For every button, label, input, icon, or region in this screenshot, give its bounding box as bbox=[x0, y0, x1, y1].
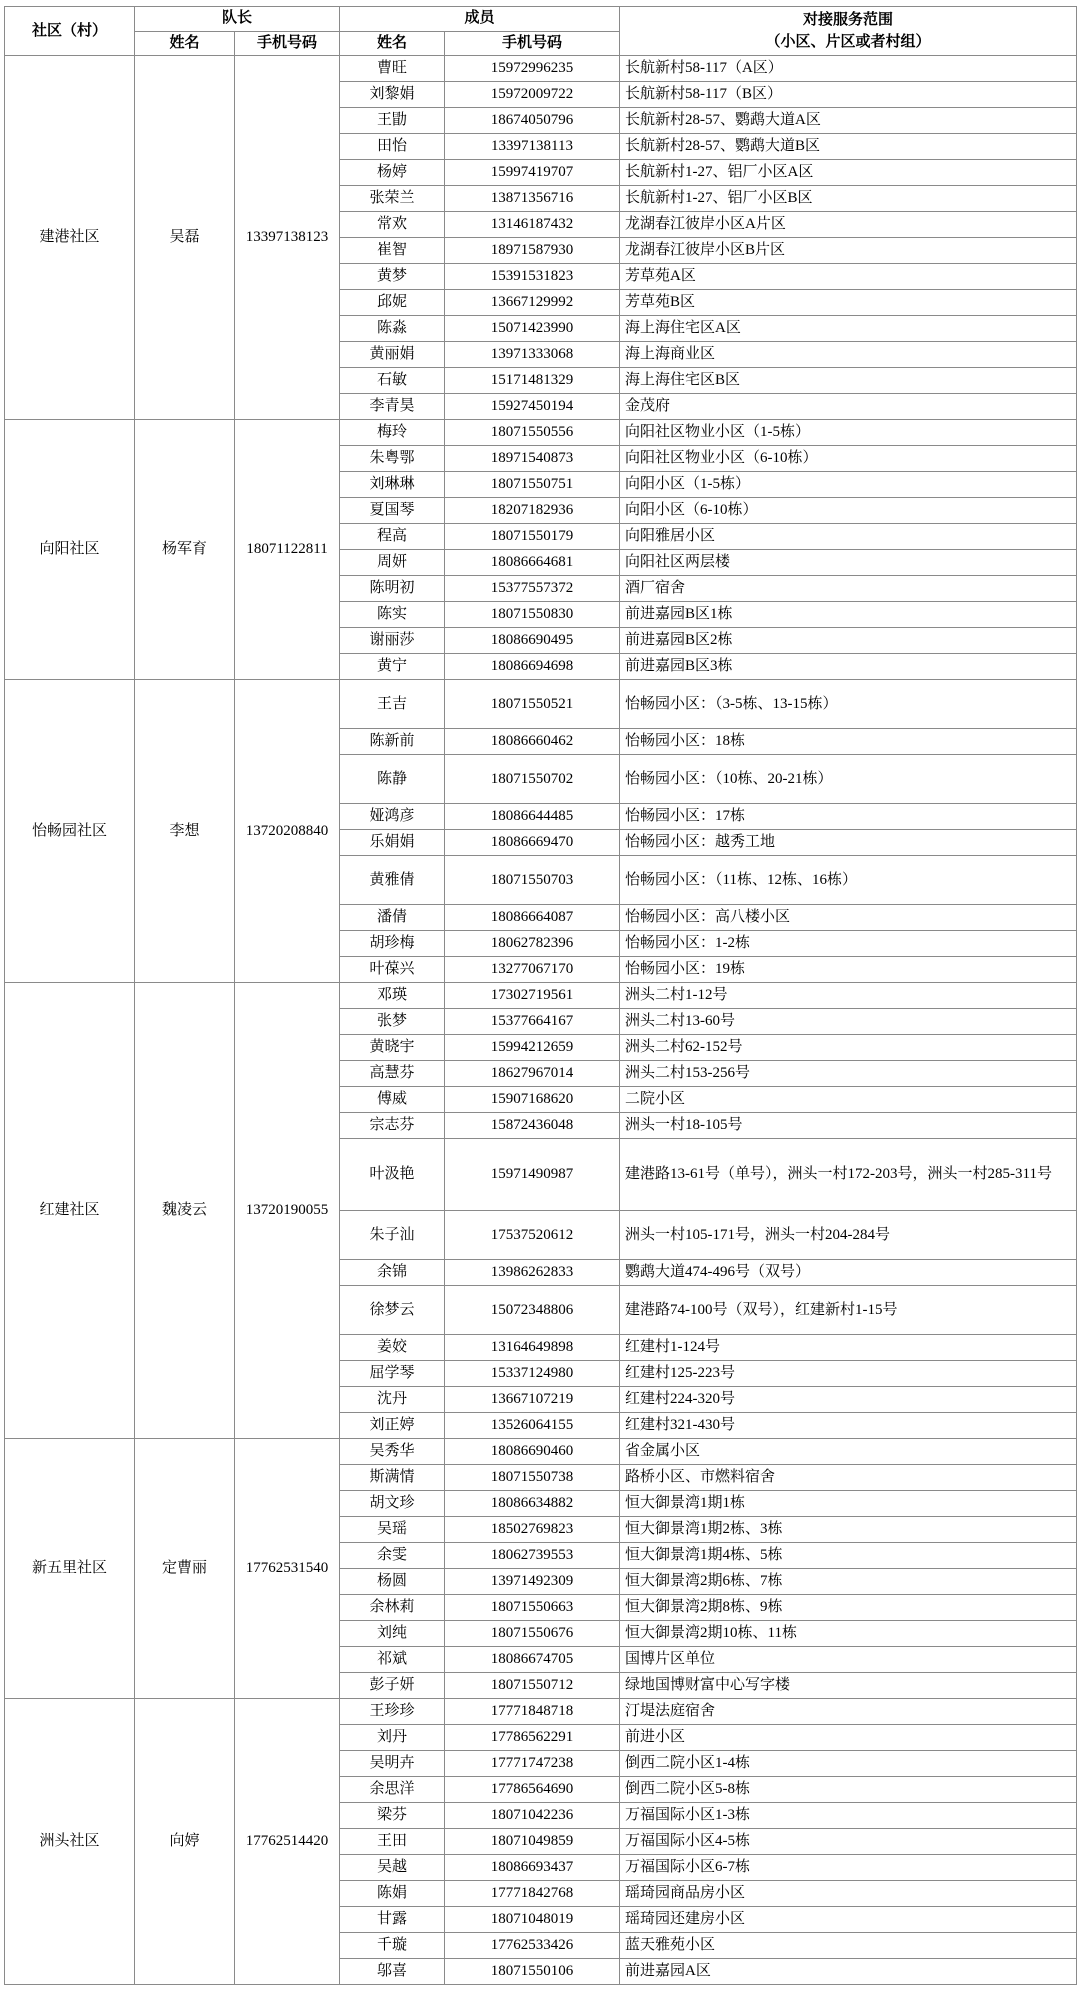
community-cell: 怡畅园社区 bbox=[5, 680, 135, 983]
member-name-cell: 梅玲 bbox=[340, 420, 445, 446]
community-cell: 洲头社区 bbox=[5, 1699, 135, 1985]
service-scope-cell: 恒大御景湾1期2栋、3栋 bbox=[620, 1517, 1077, 1543]
table-row bbox=[5, 56, 1077, 82]
header-leader-phone: 手机号码 bbox=[235, 31, 340, 56]
member-name-cell: 吴秀华 bbox=[340, 1439, 445, 1465]
member-name-cell: 屈学琴 bbox=[340, 1361, 445, 1387]
member-phone-cell: 18071550830 bbox=[445, 602, 620, 628]
member-name-cell: 邬喜 bbox=[340, 1959, 445, 1985]
member-phone-cell: 17762533426 bbox=[445, 1933, 620, 1959]
community-cell: 红建社区 bbox=[5, 983, 135, 1439]
header-member-phone: 手机号码 bbox=[445, 31, 620, 56]
member-phone-cell: 18086690495 bbox=[445, 628, 620, 654]
table-row bbox=[5, 420, 1077, 446]
service-scope-cell: 怡畅园小区：19栋 bbox=[620, 957, 1077, 983]
member-name-cell: 周妍 bbox=[340, 550, 445, 576]
member-phone-cell: 13667107219 bbox=[445, 1387, 620, 1413]
service-scope-cell: 向阳社区物业小区（1-5栋） bbox=[620, 420, 1077, 446]
service-scope-cell: 万福国际小区1-3栋 bbox=[620, 1803, 1077, 1829]
member-name-cell: 石敏 bbox=[340, 368, 445, 394]
service-scope-cell: 怡畅园小区：18栋 bbox=[620, 729, 1077, 755]
service-scope-cell: 倒西二院小区5-8栋 bbox=[620, 1777, 1077, 1803]
member-name-cell: 黄梦 bbox=[340, 264, 445, 290]
member-phone-cell: 13971333068 bbox=[445, 342, 620, 368]
header-leader-group: 队长 bbox=[135, 7, 340, 32]
member-name-cell: 千璇 bbox=[340, 1933, 445, 1959]
table-body bbox=[5, 56, 1077, 1985]
member-phone-cell: 18502769823 bbox=[445, 1517, 620, 1543]
member-name-cell: 陈实 bbox=[340, 602, 445, 628]
member-phone-cell: 18086634882 bbox=[445, 1491, 620, 1517]
member-name-cell: 杨婷 bbox=[340, 160, 445, 186]
member-name-cell: 刘正婷 bbox=[340, 1413, 445, 1439]
community-cell: 建港社区 bbox=[5, 56, 135, 420]
service-scope-cell: 红建村1-124号 bbox=[620, 1335, 1077, 1361]
member-phone-cell: 15072348806 bbox=[445, 1286, 620, 1335]
service-scope-cell: 酒厂宿舍 bbox=[620, 576, 1077, 602]
member-phone-cell: 18207182936 bbox=[445, 498, 620, 524]
member-name-cell: 王珍珍 bbox=[340, 1699, 445, 1725]
member-phone-cell: 13164649898 bbox=[445, 1335, 620, 1361]
member-name-cell: 王田 bbox=[340, 1829, 445, 1855]
member-name-cell: 黄丽娟 bbox=[340, 342, 445, 368]
service-scope-cell: 前进嘉园A区 bbox=[620, 1959, 1077, 1985]
service-scope-cell: 瑶琦园还建房小区 bbox=[620, 1907, 1077, 1933]
service-scope-cell: 恒大御景湾2期6栋、7栋 bbox=[620, 1569, 1077, 1595]
service-scope-cell: 建港路74-100号（双号），红建新村1-15号 bbox=[620, 1286, 1077, 1335]
service-scope-cell: 洲头一村18-105号 bbox=[620, 1113, 1077, 1139]
leader-phone-cell: 18071122811 bbox=[235, 420, 340, 680]
member-phone-cell: 18086660462 bbox=[445, 729, 620, 755]
service-scope-cell: 恒大御景湾1期1栋 bbox=[620, 1491, 1077, 1517]
member-phone-cell: 17786562291 bbox=[445, 1725, 620, 1751]
member-name-cell: 梁芬 bbox=[340, 1803, 445, 1829]
header-community: 社区（村） bbox=[5, 7, 135, 56]
member-phone-cell: 18071550676 bbox=[445, 1621, 620, 1647]
member-name-cell: 黄雅倩 bbox=[340, 856, 445, 905]
member-phone-cell: 18071049859 bbox=[445, 1829, 620, 1855]
member-name-cell: 程高 bbox=[340, 524, 445, 550]
header-member-group: 成员 bbox=[340, 7, 620, 32]
leader-name-cell: 向婷 bbox=[135, 1699, 235, 1985]
service-scope-cell: 倒西二院小区1-4栋 bbox=[620, 1751, 1077, 1777]
member-phone-cell: 18086674705 bbox=[445, 1647, 620, 1673]
member-name-cell: 吴越 bbox=[340, 1855, 445, 1881]
member-name-cell: 刘纯 bbox=[340, 1621, 445, 1647]
member-name-cell: 田怡 bbox=[340, 134, 445, 160]
leader-phone-cell: 17762514420 bbox=[235, 1699, 340, 1985]
member-name-cell: 徐梦云 bbox=[340, 1286, 445, 1335]
member-name-cell: 甘露 bbox=[340, 1907, 445, 1933]
leader-phone-cell: 13720190055 bbox=[235, 983, 340, 1439]
member-name-cell: 刘琳琳 bbox=[340, 472, 445, 498]
service-scope-cell: 前进小区 bbox=[620, 1725, 1077, 1751]
member-phone-cell: 18086664681 bbox=[445, 550, 620, 576]
service-scope-cell: 红建村321-430号 bbox=[620, 1413, 1077, 1439]
service-scope-cell: 海上海住宅区B区 bbox=[620, 368, 1077, 394]
leader-name-cell: 李想 bbox=[135, 680, 235, 983]
service-scope-cell: 长航新村58-117（B区） bbox=[620, 82, 1077, 108]
service-scope-cell: 红建村224-320号 bbox=[620, 1387, 1077, 1413]
member-phone-cell: 18971540873 bbox=[445, 446, 620, 472]
service-scope-cell: 长航新村1-27、铝厂小区B区 bbox=[620, 186, 1077, 212]
service-scope-cell: 万福国际小区4-5栋 bbox=[620, 1829, 1077, 1855]
member-name-cell: 叶葆兴 bbox=[340, 957, 445, 983]
member-phone-cell: 15972996235 bbox=[445, 56, 620, 82]
member-phone-cell: 13277067170 bbox=[445, 957, 620, 983]
member-phone-cell: 18086669470 bbox=[445, 830, 620, 856]
member-name-cell: 祁斌 bbox=[340, 1647, 445, 1673]
service-scope-cell: 海上海商业区 bbox=[620, 342, 1077, 368]
service-scope-cell: 怡畅园小区：（10栋、20-21栋） bbox=[620, 755, 1077, 804]
member-name-cell: 朱子汕 bbox=[340, 1211, 445, 1260]
member-phone-cell: 18086694698 bbox=[445, 654, 620, 680]
member-name-cell: 黄宁 bbox=[340, 654, 445, 680]
member-name-cell: 邓瑛 bbox=[340, 983, 445, 1009]
service-scope-cell: 国博片区单位 bbox=[620, 1647, 1077, 1673]
member-phone-cell: 18062782396 bbox=[445, 931, 620, 957]
member-phone-cell: 13146187432 bbox=[445, 212, 620, 238]
member-name-cell: 王吉 bbox=[340, 680, 445, 729]
member-name-cell: 谢丽莎 bbox=[340, 628, 445, 654]
member-name-cell: 姜姣 bbox=[340, 1335, 445, 1361]
member-phone-cell: 18071550751 bbox=[445, 472, 620, 498]
service-scope-cell: 路桥小区、市燃料宿舍 bbox=[620, 1465, 1077, 1491]
member-phone-cell: 15972009722 bbox=[445, 82, 620, 108]
service-scope-cell: 长航新村58-117（A区） bbox=[620, 56, 1077, 82]
service-scope-cell: 向阳社区两层楼 bbox=[620, 550, 1077, 576]
service-scope-cell: 瑶琦园商品房小区 bbox=[620, 1881, 1077, 1907]
service-scope-cell: 万福国际小区6-7栋 bbox=[620, 1855, 1077, 1881]
member-name-cell: 刘黎娟 bbox=[340, 82, 445, 108]
service-scope-cell: 芳草苑A区 bbox=[620, 264, 1077, 290]
service-scope-cell: 龙湖春江彼岸小区B片区 bbox=[620, 238, 1077, 264]
service-scope-cell: 怡畅园小区：（3-5栋、13-15栋） bbox=[620, 680, 1077, 729]
member-phone-cell: 18086664087 bbox=[445, 905, 620, 931]
member-phone-cell: 17771747238 bbox=[445, 1751, 620, 1777]
member-name-cell: 陈静 bbox=[340, 755, 445, 804]
member-phone-cell: 13397138113 bbox=[445, 134, 620, 160]
member-name-cell: 王勖 bbox=[340, 108, 445, 134]
member-phone-cell: 15377664167 bbox=[445, 1009, 620, 1035]
member-phone-cell: 18086644485 bbox=[445, 804, 620, 830]
member-name-cell: 傅威 bbox=[340, 1087, 445, 1113]
member-phone-cell: 15994212659 bbox=[445, 1035, 620, 1061]
table-row bbox=[5, 1439, 1077, 1465]
service-scope-cell: 芳草苑B区 bbox=[620, 290, 1077, 316]
service-scope-cell: 洲头二村13-60号 bbox=[620, 1009, 1077, 1035]
member-phone-cell: 18071550712 bbox=[445, 1673, 620, 1699]
service-scope-cell: 向阳小区（1-5栋） bbox=[620, 472, 1077, 498]
service-scope-cell: 恒大御景湾1期4栋、5栋 bbox=[620, 1543, 1077, 1569]
service-scope-cell: 洲头一村105-171号，洲头一村204-284号 bbox=[620, 1211, 1077, 1260]
service-scope-cell: 恒大御景湾2期10栋、11栋 bbox=[620, 1621, 1077, 1647]
member-name-cell: 崔智 bbox=[340, 238, 445, 264]
member-phone-cell: 18071048019 bbox=[445, 1907, 620, 1933]
service-scope-cell: 前进嘉园B区3栋 bbox=[620, 654, 1077, 680]
leader-phone-cell: 17762531540 bbox=[235, 1439, 340, 1699]
service-scope-cell: 前进嘉园B区2栋 bbox=[620, 628, 1077, 654]
member-phone-cell: 18971587930 bbox=[445, 238, 620, 264]
member-phone-cell: 13871356716 bbox=[445, 186, 620, 212]
member-phone-cell: 17771842768 bbox=[445, 1881, 620, 1907]
member-name-cell: 胡文珍 bbox=[340, 1491, 445, 1517]
leader-phone-cell: 13397138123 bbox=[235, 56, 340, 420]
service-scope-cell: 建港路13-61号（单号），洲头一村172-203号，洲头一村285-311号 bbox=[620, 1139, 1077, 1211]
member-name-cell: 斯满情 bbox=[340, 1465, 445, 1491]
service-scope-cell: 恒大御景湾2期8栋、9栋 bbox=[620, 1595, 1077, 1621]
member-name-cell: 刘丹 bbox=[340, 1725, 445, 1751]
service-scope-cell: 红建村125-223号 bbox=[620, 1361, 1077, 1387]
member-name-cell: 杨圆 bbox=[340, 1569, 445, 1595]
table-header bbox=[5, 7, 1077, 56]
service-scope-cell: 怡畅园小区：17栋 bbox=[620, 804, 1077, 830]
member-phone-cell: 15377557372 bbox=[445, 576, 620, 602]
member-phone-cell: 18071550702 bbox=[445, 755, 620, 804]
community-cell: 新五里社区 bbox=[5, 1439, 135, 1699]
member-name-cell: 乐娟娟 bbox=[340, 830, 445, 856]
member-name-cell: 吴瑶 bbox=[340, 1517, 445, 1543]
member-phone-cell: 17302719561 bbox=[445, 983, 620, 1009]
member-phone-cell: 15971490987 bbox=[445, 1139, 620, 1211]
member-name-cell: 张荣兰 bbox=[340, 186, 445, 212]
member-name-cell: 宗志芬 bbox=[340, 1113, 445, 1139]
member-name-cell: 邱妮 bbox=[340, 290, 445, 316]
member-name-cell: 沈丹 bbox=[340, 1387, 445, 1413]
member-phone-cell: 15997419707 bbox=[445, 160, 620, 186]
member-name-cell: 黄晓宇 bbox=[340, 1035, 445, 1061]
member-name-cell: 陈娟 bbox=[340, 1881, 445, 1907]
service-scope-cell: 洲头二村153-256号 bbox=[620, 1061, 1077, 1087]
member-phone-cell: 18071550106 bbox=[445, 1959, 620, 1985]
member-phone-cell: 18071550556 bbox=[445, 420, 620, 446]
member-name-cell: 娅鸿彦 bbox=[340, 804, 445, 830]
header-scope-line2: （小区、片区或者村组） bbox=[765, 33, 931, 50]
contact-table bbox=[4, 6, 1077, 1985]
member-name-cell: 陈淼 bbox=[340, 316, 445, 342]
member-phone-cell: 18071042236 bbox=[445, 1803, 620, 1829]
member-phone-cell: 15071423990 bbox=[445, 316, 620, 342]
member-name-cell: 余思洋 bbox=[340, 1777, 445, 1803]
table-row bbox=[5, 983, 1077, 1009]
service-scope-cell: 蓝天雅苑小区 bbox=[620, 1933, 1077, 1959]
service-scope-cell: 向阳小区（6-10栋） bbox=[620, 498, 1077, 524]
member-phone-cell: 18062739553 bbox=[445, 1543, 620, 1569]
service-scope-cell: 长航新村1-27、铝厂小区A区 bbox=[620, 160, 1077, 186]
member-phone-cell: 18627967014 bbox=[445, 1061, 620, 1087]
community-cell: 向阳社区 bbox=[5, 420, 135, 680]
member-name-cell: 潘倩 bbox=[340, 905, 445, 931]
table-row bbox=[5, 1699, 1077, 1725]
member-name-cell: 夏国琴 bbox=[340, 498, 445, 524]
service-scope-cell: 鹦鹉大道474-496号（双号） bbox=[620, 1260, 1077, 1286]
service-scope-cell: 汀堤法庭宿舍 bbox=[620, 1699, 1077, 1725]
member-phone-cell: 18086690460 bbox=[445, 1439, 620, 1465]
leader-name-cell: 魏凌云 bbox=[135, 983, 235, 1439]
service-scope-cell: 前进嘉园B区1栋 bbox=[620, 602, 1077, 628]
header-member-name: 姓名 bbox=[340, 31, 445, 56]
service-scope-cell: 怡畅园小区：1-2栋 bbox=[620, 931, 1077, 957]
member-name-cell: 陈新前 bbox=[340, 729, 445, 755]
member-name-cell: 叶汲艳 bbox=[340, 1139, 445, 1211]
header-leader-name: 姓名 bbox=[135, 31, 235, 56]
member-phone-cell: 13971492309 bbox=[445, 1569, 620, 1595]
service-scope-cell: 金茂府 bbox=[620, 394, 1077, 420]
service-scope-cell: 洲头二村1-12号 bbox=[620, 983, 1077, 1009]
member-phone-cell: 18086693437 bbox=[445, 1855, 620, 1881]
member-phone-cell: 15927450194 bbox=[445, 394, 620, 420]
service-scope-cell: 海上海住宅区A区 bbox=[620, 316, 1077, 342]
header-scope bbox=[620, 7, 1077, 56]
member-phone-cell: 18071550703 bbox=[445, 856, 620, 905]
leader-name-cell: 吴磊 bbox=[135, 56, 235, 420]
member-name-cell: 余林莉 bbox=[340, 1595, 445, 1621]
member-phone-cell: 15337124980 bbox=[445, 1361, 620, 1387]
member-name-cell: 余雯 bbox=[340, 1543, 445, 1569]
service-scope-cell: 洲头二村62-152号 bbox=[620, 1035, 1077, 1061]
service-scope-cell: 怡畅园小区：高八楼小区 bbox=[620, 905, 1077, 931]
member-name-cell: 彭子妍 bbox=[340, 1673, 445, 1699]
table-row bbox=[5, 680, 1077, 729]
service-scope-cell: 长航新村28-57、鹦鹉大道A区 bbox=[620, 108, 1077, 134]
member-phone-cell: 18071550738 bbox=[445, 1465, 620, 1491]
member-phone-cell: 13526064155 bbox=[445, 1413, 620, 1439]
member-name-cell: 张梦 bbox=[340, 1009, 445, 1035]
member-phone-cell: 13986262833 bbox=[445, 1260, 620, 1286]
member-name-cell: 陈明初 bbox=[340, 576, 445, 602]
member-name-cell: 朱粤鄂 bbox=[340, 446, 445, 472]
member-name-cell: 余锦 bbox=[340, 1260, 445, 1286]
leader-name-cell: 杨军育 bbox=[135, 420, 235, 680]
member-phone-cell: 13667129992 bbox=[445, 290, 620, 316]
service-scope-cell: 绿地国博财富中心写字楼 bbox=[620, 1673, 1077, 1699]
member-phone-cell: 15907168620 bbox=[445, 1087, 620, 1113]
service-scope-cell: 向阳社区物业小区（6-10栋） bbox=[620, 446, 1077, 472]
member-phone-cell: 17786564690 bbox=[445, 1777, 620, 1803]
service-scope-cell: 龙湖春江彼岸小区A片区 bbox=[620, 212, 1077, 238]
header-scope-line1: 对接服务范围 bbox=[803, 11, 894, 29]
member-phone-cell: 15391531823 bbox=[445, 264, 620, 290]
member-phone-cell: 15872436048 bbox=[445, 1113, 620, 1139]
member-name-cell: 高慧芬 bbox=[340, 1061, 445, 1087]
member-name-cell: 吴明卉 bbox=[340, 1751, 445, 1777]
service-scope-cell: 怡畅园小区：越秀工地 bbox=[620, 830, 1077, 856]
header-row-top bbox=[5, 7, 1077, 32]
member-phone-cell: 18071550663 bbox=[445, 1595, 620, 1621]
service-scope-cell: 向阳雅居小区 bbox=[620, 524, 1077, 550]
member-phone-cell: 17537520612 bbox=[445, 1211, 620, 1260]
member-name-cell: 曹旺 bbox=[340, 56, 445, 82]
member-name-cell: 胡珍梅 bbox=[340, 931, 445, 957]
member-phone-cell: 17771848718 bbox=[445, 1699, 620, 1725]
service-scope-cell: 怡畅园小区：（11栋、12栋、16栋） bbox=[620, 856, 1077, 905]
leader-name-cell: 定曹丽 bbox=[135, 1439, 235, 1699]
member-phone-cell: 18674050796 bbox=[445, 108, 620, 134]
service-scope-cell: 二院小区 bbox=[620, 1087, 1077, 1113]
member-phone-cell: 18071550179 bbox=[445, 524, 620, 550]
leader-phone-cell: 13720208840 bbox=[235, 680, 340, 983]
member-phone-cell: 15171481329 bbox=[445, 368, 620, 394]
service-scope-cell: 省金属小区 bbox=[620, 1439, 1077, 1465]
member-phone-cell: 18071550521 bbox=[445, 680, 620, 729]
member-name-cell: 常欢 bbox=[340, 212, 445, 238]
member-name-cell: 李青昊 bbox=[340, 394, 445, 420]
service-scope-cell: 长航新村28-57、鹦鹉大道B区 bbox=[620, 134, 1077, 160]
